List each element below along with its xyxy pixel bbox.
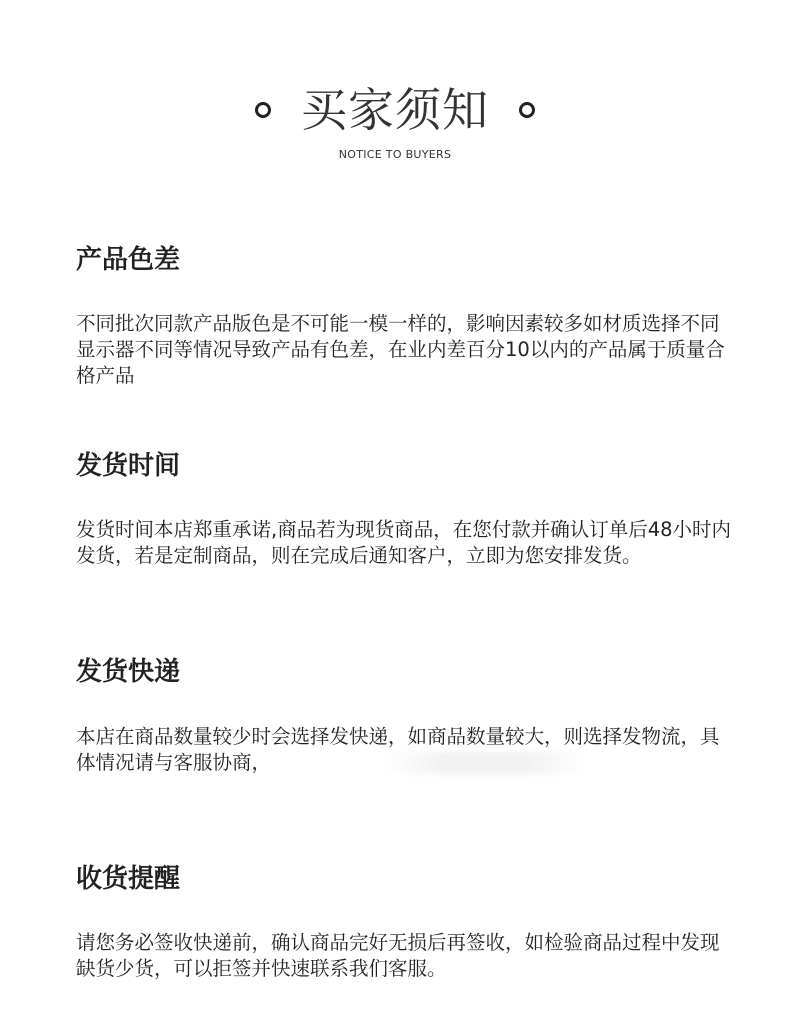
title-row bbox=[0, 78, 790, 142]
section-body: 请您务必签收快递前，确认商品完好无损后再签收，如检验商品过程中发现缺货少货，可以拒签并快速联系我们客服。 bbox=[76, 931, 720, 980]
ring-right-icon bbox=[519, 102, 535, 118]
page-subtitle: NOTICE TO BUYERS bbox=[338, 148, 452, 161]
blurred-watermark bbox=[385, 752, 585, 774]
ring-left-icon bbox=[255, 102, 271, 118]
section-heading: 发货快递 bbox=[76, 657, 181, 687]
notice-header bbox=[0, 78, 790, 161]
section-heading: 收货提醒 bbox=[76, 864, 181, 894]
section-heading: 产品色差 bbox=[76, 245, 181, 275]
section-body: 不同批次同款产品版色是不可能一模一样的，影响因素较多如材质选择不同显示器不同等情况导致产品有色差，在业内差百分10以内的产品属于质量合格产品 bbox=[76, 312, 725, 387]
page-title: 买家须知 bbox=[301, 83, 489, 137]
section-shipping-time bbox=[76, 448, 736, 569]
section-body: 本店在商品数量较少时会选择发快递，如商品数量较大，则选择发物流，具体情况请与客服协商， bbox=[76, 725, 720, 774]
section-receipt-reminder bbox=[76, 861, 736, 982]
section-color-difference bbox=[76, 242, 736, 389]
section-heading: 发货时间 bbox=[76, 451, 181, 481]
section-body: 发货时间本店郑重承诺,商品若为现货商品，在您付款并确认订单后48小时内发货，若是定制商品，则在完成后通知客户，立即为您安排发货。 bbox=[76, 518, 732, 567]
